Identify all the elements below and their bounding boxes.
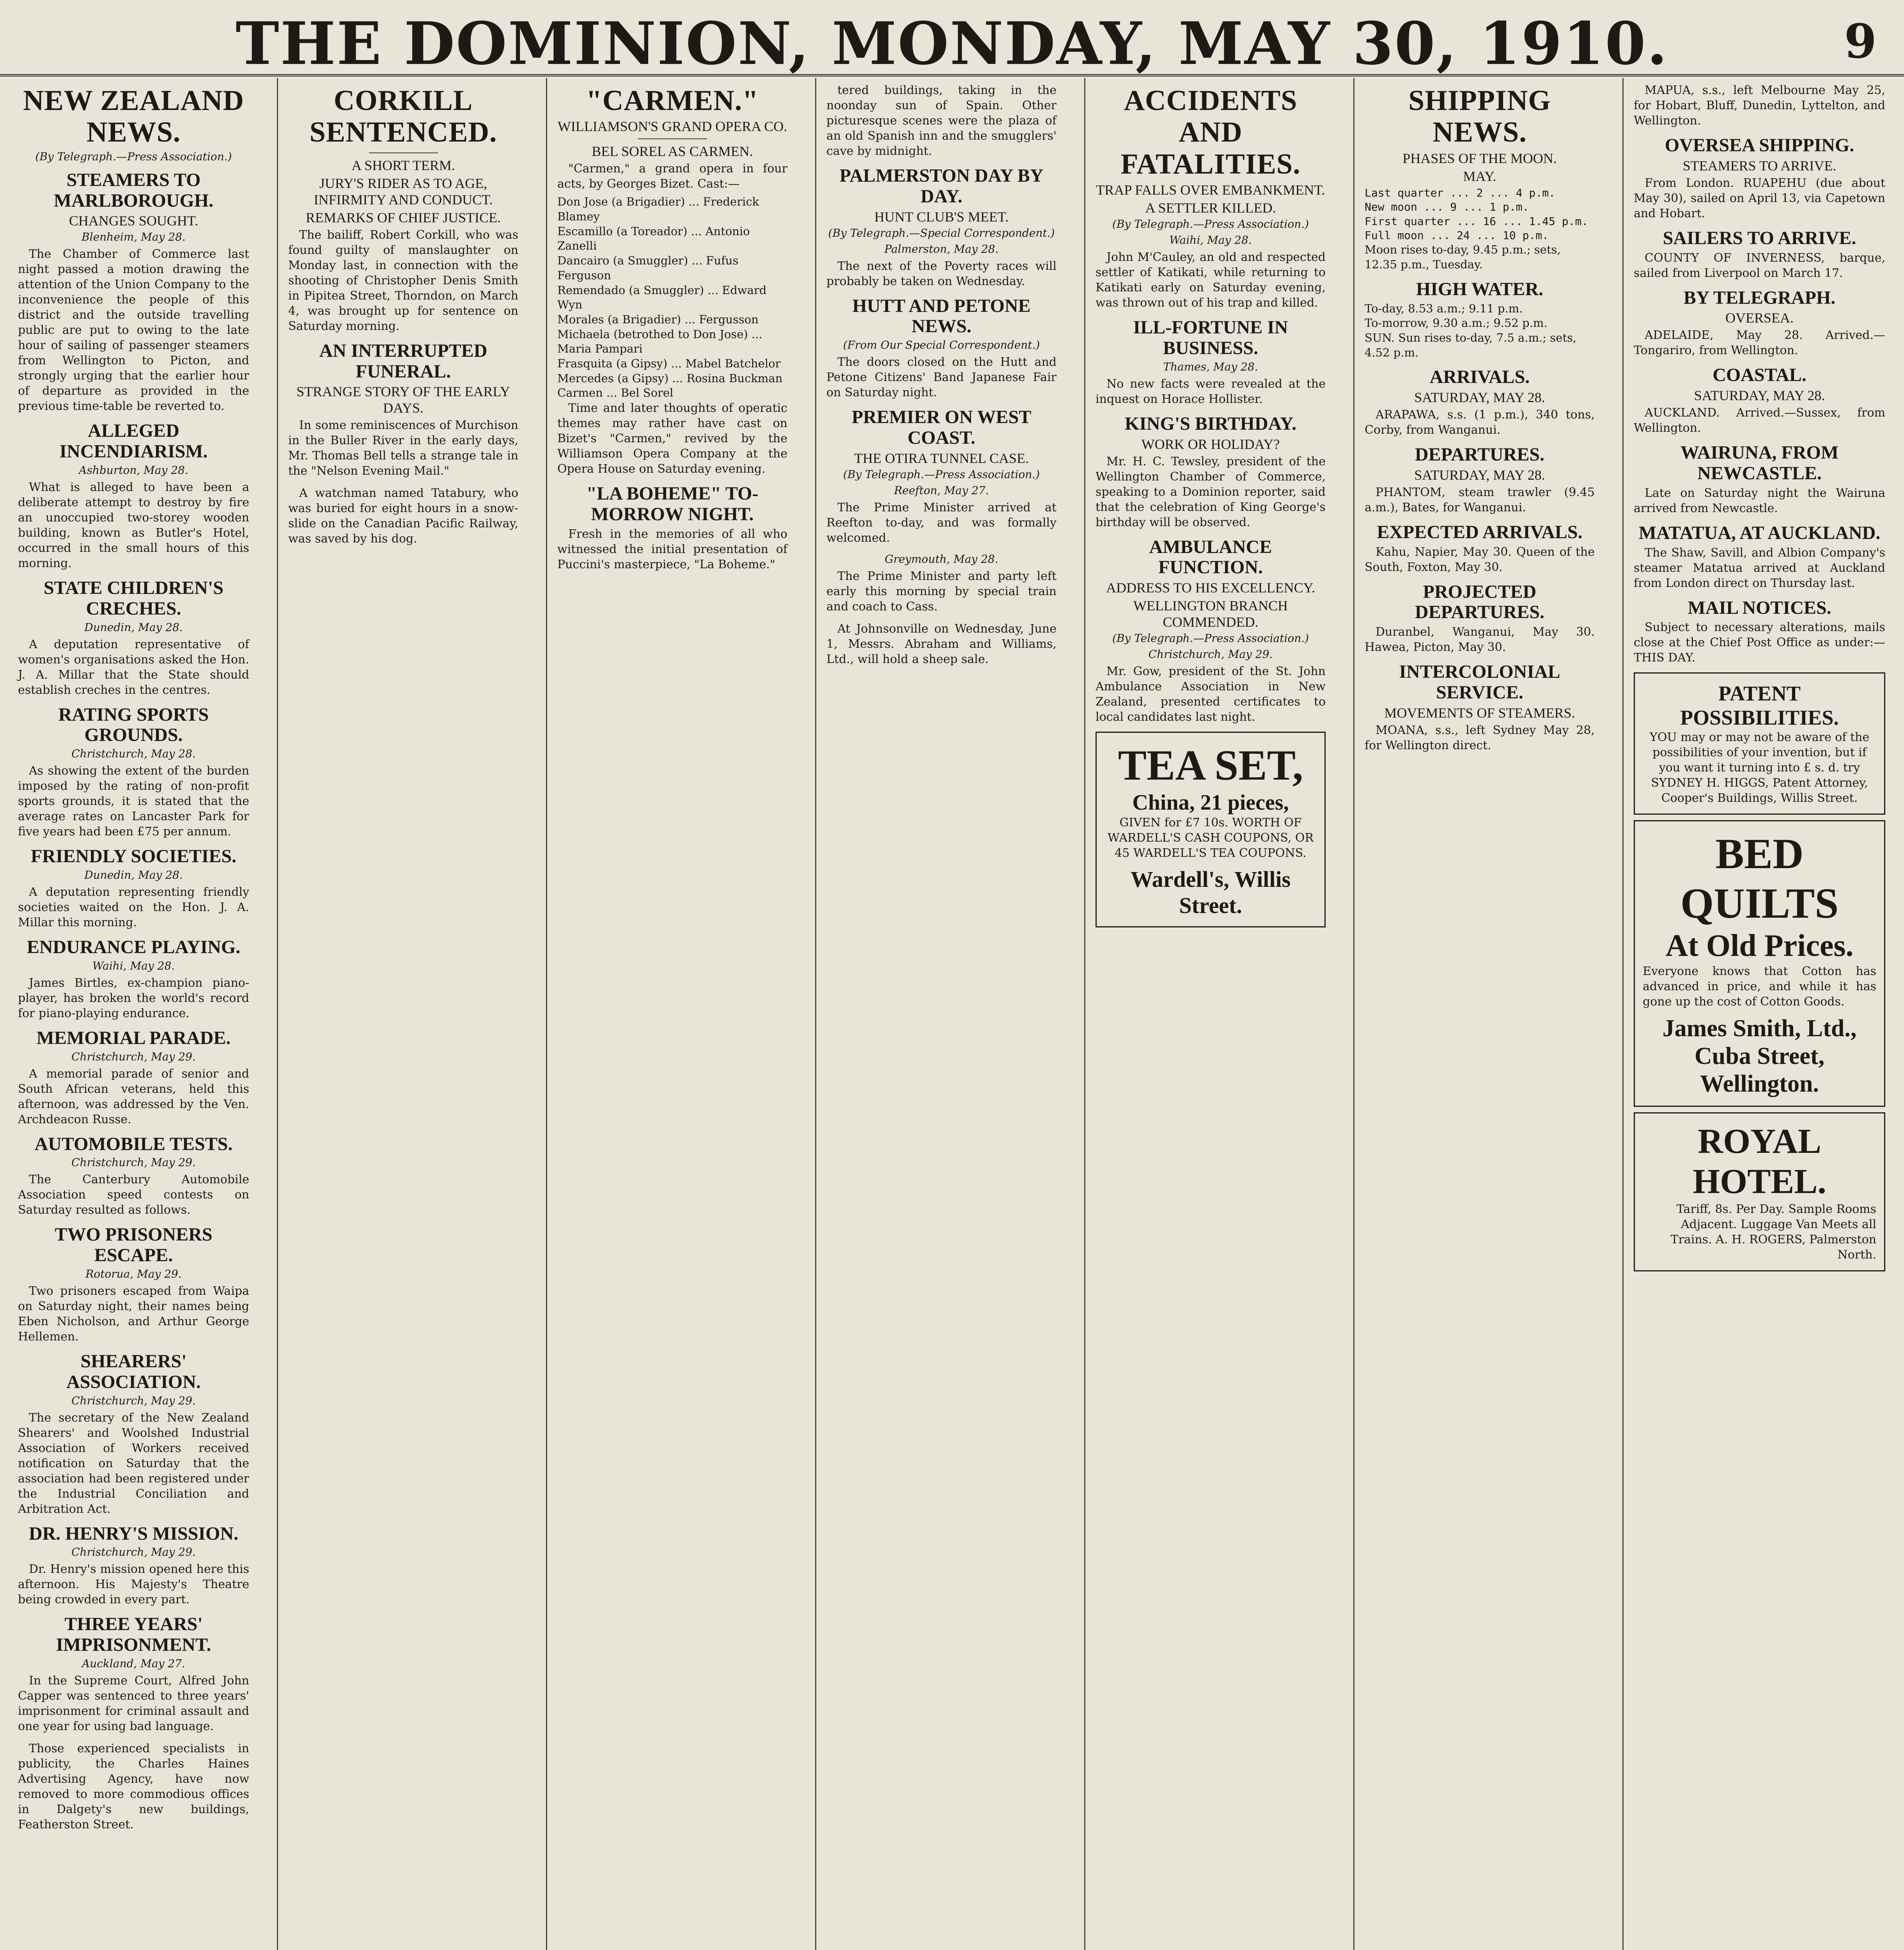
article-headline: WAIRUNA, FROM NEWCASTLE. bbox=[1680, 442, 1839, 484]
article-paragraph: Time and later thoughts of operatic themes may rather have cast on Bizet's "Carmen," revived by the Williamson Opera Company at the Opera House on Saturday evening. bbox=[557, 401, 787, 476]
article-paragraph: PHANTOM, steam trawler (9.45 a.m.), Bates, for Wanganui. bbox=[1365, 485, 1595, 514]
article bbox=[18, 1351, 249, 1517]
article-paragraph: What is alleged to have been a deliberate attempt to destroy by fire an unoccupied two-storey wooden building, known as Butler's Hotel, occurred in the small hours of this morning. bbox=[18, 480, 249, 570]
article-body bbox=[1634, 328, 1885, 358]
dateline: Waihi, May 28. bbox=[1169, 234, 1252, 247]
article-subhead: ADDRESS TO HIS EXCELLENCY. bbox=[1106, 580, 1315, 596]
divider bbox=[638, 138, 707, 139]
advertisement-royal-hotel bbox=[1634, 1112, 1885, 1271]
dateline: Christchurch, May 29. bbox=[71, 1394, 196, 1407]
article-headline: DEPARTURES. bbox=[1415, 444, 1545, 465]
article bbox=[288, 85, 518, 334]
article-paragraph: Duranbel, Wanganui, May 30. Hawea, Picton, May 30. bbox=[1365, 625, 1595, 654]
cast-line: Frasquita (a Gipsy) ... Mabel Batchelor bbox=[557, 356, 781, 370]
article-headline: BY TELEGRAPH. bbox=[1683, 287, 1836, 308]
credit-line: (By Telegraph.—Press Association.) bbox=[1112, 218, 1309, 231]
article bbox=[18, 1741, 249, 1832]
article-body bbox=[1634, 620, 1885, 665]
dateline: Dunedin, May 28. bbox=[84, 868, 183, 881]
cast-line: Escamillo (a Toreador) ... Antonio Zanelli bbox=[557, 224, 750, 253]
article-paragraph: No new facts were revealed at the inquest on Horace Hollister. bbox=[1096, 377, 1326, 406]
article bbox=[18, 1524, 249, 1608]
article-subhead: SATURDAY, MAY 28. bbox=[1694, 388, 1825, 404]
article-subhead: A SHORT TERM. bbox=[351, 157, 455, 173]
dateline: Christchurch, May 29. bbox=[71, 1546, 196, 1559]
article-subhead: SATURDAY, MAY 28. bbox=[1414, 467, 1545, 483]
moon-phase-line: Last quarter ... 2 ... 4 p.m. bbox=[1365, 186, 1555, 199]
article bbox=[1634, 365, 1885, 436]
article-body bbox=[1634, 405, 1885, 436]
article-body bbox=[18, 1673, 249, 1734]
ad-footer: Wardell's, Willis Street. bbox=[1130, 867, 1291, 918]
article bbox=[826, 296, 1057, 401]
article-paragraph: "Carmen," a grand opera in four acts, by Georges Bizet. Cast:— bbox=[557, 162, 787, 191]
article bbox=[1634, 443, 1885, 516]
article-subhead: REMARKS OF CHIEF JUSTICE. bbox=[305, 209, 501, 225]
article-headline: ALLEGED INCENDIARISM. bbox=[59, 420, 208, 462]
article-paragraph: MOANA, s.s., left Sydney May 28, for Wellington direct. bbox=[1365, 723, 1595, 752]
article-headline: "LA BOHEME" TO-MORROW NIGHT. bbox=[586, 483, 759, 525]
credit-line: (By Telegraph.—Press Association.) bbox=[843, 468, 1040, 481]
article-headline: THREE YEARS' IMPRISONMENT. bbox=[56, 1614, 211, 1656]
article-headline: EXPECTED ARRIVALS. bbox=[1377, 521, 1583, 542]
dateline: Rotorua, May 29. bbox=[85, 1267, 182, 1280]
article-paragraph: The bailiff, Robert Corkill, who was found guilty of manslaughter on Monday last, in connection with the shooting of Christopher Denis Smith in Pipitea Street, Thorndon, on March 4, was brought up for sentence on Saturday morning. bbox=[288, 228, 518, 333]
article-body bbox=[1096, 250, 1326, 310]
article-body bbox=[1634, 486, 1885, 516]
column-3 bbox=[546, 78, 798, 1950]
article-headline: PROJECTED DEPARTURES. bbox=[1415, 581, 1545, 623]
article-paragraph: In the Supreme Court, Alfred John Capper was sentenced to three years' imprisonment for criminal assault and one year for using bad language. bbox=[18, 1673, 249, 1733]
article-body bbox=[288, 486, 518, 546]
dateline: Christchurch, May 29. bbox=[71, 1156, 196, 1169]
ad-headline: BED QUILTS bbox=[1680, 830, 1839, 927]
ad-subhead: China, 21 pieces, bbox=[1132, 791, 1289, 815]
article-headline: ENDURANCE PLAYING. bbox=[27, 936, 241, 957]
article-subhead: MOVEMENTS OF STEAMERS. bbox=[1384, 705, 1575, 721]
article-headline: CORKILL SENTENCED. bbox=[309, 85, 497, 149]
article-subhead: CHANGES SOUGHT. bbox=[69, 213, 199, 229]
article bbox=[288, 486, 518, 546]
article-paragraph: James Birtles, ex-champion piano-player, has broken the world's record for piano-playing endurance. bbox=[18, 976, 249, 1020]
article-subhead: WELLINGTON BRANCH COMMENDED. bbox=[1133, 598, 1288, 630]
advertisement-tea-set bbox=[1096, 732, 1326, 927]
credit-line: (By Telegraph.—Press Association.) bbox=[35, 150, 232, 163]
article-subhead: A SETTLER KILLED. bbox=[1145, 200, 1276, 216]
article-subhead: THE OTIRA TUNNEL CASE. bbox=[854, 450, 1029, 466]
article bbox=[18, 705, 249, 840]
dateline: Reefton, May 27. bbox=[894, 484, 989, 497]
article-paragraph: Subject to necessary alterations, mails close at the Chief Post Office as under:— THIS DAY. bbox=[1634, 620, 1885, 665]
dateline: Palmerston, May 28. bbox=[884, 242, 999, 255]
credit-line: (By Telegraph.—Press Association.) bbox=[1112, 632, 1309, 645]
article-body bbox=[18, 763, 249, 839]
article bbox=[18, 846, 249, 930]
article-body bbox=[826, 83, 1057, 159]
article-body bbox=[1096, 664, 1326, 725]
article-headline: PALMERSTON DAY BY DAY. bbox=[839, 165, 1044, 207]
article-paragraph: Two prisoners escaped from Waipa on Saturday night, their names being Eben Nicholson, and Arthur George Hellemen. bbox=[18, 1284, 249, 1344]
column-7 bbox=[1622, 78, 1895, 1950]
article bbox=[1365, 662, 1595, 753]
article-paragraph: In some reminiscences of Murchison in the Buller River in the early days, Mr. Thomas Bell tells a strange tale in the "Nelson Evening Mail." bbox=[288, 418, 518, 478]
article-body bbox=[1365, 544, 1595, 575]
article-paragraph: Kahu, Napier, May 30. Queen of the South, Foxton, May 30. bbox=[1365, 545, 1595, 574]
dateline: Greymouth, May 28. bbox=[885, 552, 998, 566]
article-headline: "CARMEN." bbox=[586, 85, 759, 117]
article-headline: STEAMERS TO MARLBOROUGH. bbox=[53, 169, 214, 211]
moon-rise: Moon rises to-day, 9.45 p.m.; sets, 12.35 p.m., Tuesday. bbox=[1365, 243, 1561, 271]
ad-subhead: At Old Prices. bbox=[1665, 929, 1854, 963]
article-body bbox=[18, 1283, 249, 1344]
column-1 bbox=[8, 78, 259, 1950]
ad-headline: PATENT POSSIBILITIES. bbox=[1680, 682, 1839, 730]
article-headline: KING'S BIRTHDAY. bbox=[1124, 413, 1297, 434]
article-headline: AN INTERRUPTED FUNERAL. bbox=[319, 340, 488, 382]
article-headline: PREMIER ON WEST COAST. bbox=[851, 407, 1032, 448]
article-body bbox=[826, 259, 1057, 289]
article bbox=[826, 407, 1057, 546]
dateline: Christchurch, May 29. bbox=[1148, 648, 1273, 661]
article bbox=[18, 1028, 249, 1127]
article-body bbox=[18, 1741, 249, 1832]
article-headline: ILL-FORTUNE IN BUSINESS. bbox=[1133, 317, 1288, 358]
article-body bbox=[18, 885, 249, 930]
article-paragraph: The doors closed on the Hutt and Petone Citizens' Band Japanese Fair on Saturday night. bbox=[826, 355, 1057, 400]
article-body bbox=[1634, 250, 1885, 281]
article-headline: OVERSEA SHIPPING. bbox=[1665, 135, 1854, 156]
article-headline: ARRIVALS. bbox=[1429, 367, 1530, 388]
article-paragraph: The Canterbury Automobile Association speed contests on Saturday resulted as follows. bbox=[18, 1173, 249, 1217]
article bbox=[1365, 522, 1595, 575]
article-paragraph: AUCKLAND. Arrived.—Sussex, from Wellington. bbox=[1634, 406, 1885, 435]
article-headline: TWO PRISONERS ESCAPE. bbox=[55, 1224, 213, 1266]
article-paragraph: Late on Saturday night the Wairuna arrived from Newcastle. bbox=[1634, 486, 1885, 515]
moon-phase-line: First quarter ... 16 ... 1.45 p.m. bbox=[1365, 214, 1588, 228]
page-number: 9 bbox=[1844, 14, 1877, 69]
cast-line: Carmen ... Bel Sorel bbox=[557, 386, 674, 400]
article-headline: HIGH WATER. bbox=[1416, 278, 1544, 300]
article-subhead: STRANGE STORY OF THE EARLY DAYS. bbox=[296, 384, 510, 416]
advertisement-patent bbox=[1634, 672, 1885, 815]
dateline: Christchurch, May 28. bbox=[71, 747, 196, 760]
article-body bbox=[1634, 176, 1885, 221]
article-body bbox=[557, 401, 787, 477]
dateline: Auckland, May 27. bbox=[82, 1657, 185, 1670]
dateline: Thames, May 28. bbox=[1163, 360, 1258, 373]
article bbox=[18, 421, 249, 571]
article-body bbox=[557, 161, 787, 191]
article-subhead: HUNT CLUB'S MEET. bbox=[874, 209, 1009, 225]
cast-line: Michaela (betrothed to Don Jose) ... Maria Pampari bbox=[557, 327, 762, 356]
article-paragraph: Those experienced specialists in publicity, the Charles Haines Advertising Agency, have now removed to more commodious offices in Dalgety's new buildings, Featherston Street. bbox=[18, 1741, 249, 1831]
article bbox=[18, 937, 249, 1021]
article-headline: SHEARERS' ASSOCIATION. bbox=[66, 1351, 201, 1392]
article-paragraph: John M'Cauley, an old and respected settler of Katikati, while returning to Katikati early on Saturday evening, was thrown out of his trap and killed. bbox=[1096, 250, 1326, 310]
article bbox=[1365, 582, 1595, 655]
tide-line: To-day, 8.53 a.m.; 9.11 p.m. bbox=[1365, 301, 1523, 315]
ad-headline: ROYAL HOTEL. bbox=[1693, 1122, 1826, 1201]
masthead-title: THE DOMINION, MONDAY, MAY 30, 1910. bbox=[236, 9, 1668, 78]
article-headline: AUTOMOBILE TESTS. bbox=[34, 1133, 233, 1154]
cast-line: Dancairo (a Smuggler) ... Fufus Ferguson bbox=[557, 254, 739, 282]
article-paragraph: Mr. H. C. Tewsley, president of the Wellington Chamber of Commerce, speaking to a Dominion reporter, said that the celebration of King George's birthday will be observed. bbox=[1096, 454, 1326, 529]
article-body bbox=[1096, 454, 1326, 530]
article bbox=[1634, 288, 1885, 358]
article-paragraph: A watchman named Tatabury, who was buried for eight hours in a snow-slide on the Canadian Pacific Railway, was saved by his dog. bbox=[288, 486, 518, 546]
article bbox=[826, 166, 1057, 289]
ad-body: Everyone knows that Cotton has advanced in price, and while it has gone up the cost of Cotton Goods. bbox=[1643, 964, 1876, 1009]
article-paragraph: ADELAIDE, May 28. Arrived.—Tongariro, from Wellington. bbox=[1634, 328, 1885, 358]
cast-list bbox=[557, 195, 787, 401]
column-4 bbox=[815, 78, 1067, 1950]
article-headline: MATATUA, AT AUCKLAND. bbox=[1638, 522, 1881, 543]
article-body bbox=[1365, 485, 1595, 515]
credit-line: (From Our Special Correspondent.) bbox=[843, 339, 1040, 352]
article-paragraph: Dr. Henry's mission opened here this afternoon. His Majesty's Theatre being crowded in every part. bbox=[18, 1562, 249, 1607]
article-headline: ACCIDENTS AND FATALITIES. bbox=[1120, 85, 1301, 180]
article-paragraph: A memorial parade of senior and South African veterans, held this afternoon, was addressed by the Ven. Archdeacon Russe. bbox=[18, 1067, 249, 1126]
article-headline: HUTT AND PETONE NEWS. bbox=[852, 295, 1031, 337]
article-subhead: WILLIAMSON'S GRAND OPERA CO. bbox=[557, 119, 787, 135]
article-body bbox=[1365, 624, 1595, 655]
cast-line: Remendado (a Smuggler) ... Edward Wyn bbox=[557, 283, 767, 312]
section-header bbox=[18, 85, 249, 163]
article-paragraph: At Johnsonville on Wednesday, June 1, Messrs. Abraham and Williams, Ltd., will hold a sheep sale. bbox=[826, 622, 1057, 666]
article-headline: MEMORIAL PARADE. bbox=[36, 1027, 231, 1048]
article-paragraph: From London. RUAPEHU (due about May 30), sailed on April 13, via Capetown and Hobart. bbox=[1634, 176, 1885, 220]
article bbox=[1096, 414, 1326, 530]
article-body bbox=[288, 418, 518, 479]
article-headline: AMBULANCE FUNCTION. bbox=[1149, 536, 1272, 578]
article-headline: RATING SPORTS GROUNDS. bbox=[58, 704, 209, 746]
article-body bbox=[18, 246, 249, 414]
advertisement-bed-quilts bbox=[1634, 820, 1885, 1107]
ad-headline: TEA SET, bbox=[1118, 741, 1303, 789]
article bbox=[826, 83, 1057, 159]
article bbox=[18, 1614, 249, 1734]
article-paragraph: ARAPAWA, s.s. (1 p.m.), 340 tons, Corby, from Wanganui. bbox=[1365, 408, 1595, 437]
article-headline: COASTAL. bbox=[1713, 365, 1806, 386]
column-6 bbox=[1353, 78, 1605, 1950]
credit-line: (By Telegraph.—Special Correspondent.) bbox=[828, 226, 1055, 239]
article-body bbox=[826, 500, 1057, 546]
article-body bbox=[1365, 407, 1595, 438]
article-body bbox=[18, 1562, 249, 1607]
article-paragraph: The Prime Minister and party left early this morning by special train and coach to Cass. bbox=[826, 569, 1057, 613]
article-headline: FRIENDLY SOCIETIES. bbox=[30, 846, 237, 867]
ad-body: GIVEN for £7 10s. WORTH OF WARDELL'S CASH COUPONS, OR 45 WARDELL'S TEA COUPONS. bbox=[1107, 816, 1314, 860]
article-body bbox=[826, 621, 1057, 667]
article bbox=[1634, 83, 1885, 128]
shipping-header bbox=[1365, 85, 1595, 272]
article bbox=[1634, 598, 1885, 666]
article-body bbox=[18, 1172, 249, 1218]
article-paragraph: A deputation representing friendly societies waited on the Hon. J. A. Millar this morning. bbox=[18, 885, 249, 929]
article-subhead: JURY'S RIDER AS TO AGE, INFIRMITY AND CONDUCT. bbox=[314, 175, 493, 207]
article-paragraph: A deputation representative of women's organisations asked the Hon. J. A. Millar that the State should establish creches in the centres. bbox=[18, 637, 249, 697]
article-body bbox=[1634, 83, 1885, 128]
article-subhead: STEAMERS TO ARRIVE. bbox=[1682, 158, 1837, 174]
article-body bbox=[1634, 545, 1885, 591]
article-paragraph: The Shaw, Savill, and Albion Company's steamer Matatua arrived at Auckland from London direct on Thursday last. bbox=[1634, 546, 1885, 590]
article-paragraph: The secretary of the New Zealand Shearers' and Woolshed Industrial Association of Workers received notification on Saturday that the association had been registered under the Industrial Conciliation and Arbitration Act. bbox=[18, 1411, 249, 1516]
article-headline: SAILERS TO ARRIVE. bbox=[1663, 227, 1856, 248]
ad-footer: James Smith, Ltd., Cuba Street, Wellington. bbox=[1662, 1015, 1857, 1097]
article-subhead: SATURDAY, MAY 28. bbox=[1414, 390, 1545, 406]
article-body bbox=[18, 975, 249, 1021]
article-subhead: BEL SOREL AS CARMEN. bbox=[592, 144, 753, 160]
article-headline: DR. HENRY'S MISSION. bbox=[28, 1523, 239, 1544]
article bbox=[1634, 523, 1885, 591]
sun-line: SUN. Sun rises to-day, 7.5 a.m.; sets, 4.52 p.m. bbox=[1365, 331, 1577, 359]
article-subhead: TRAP FALLS OVER EMBANKMENT. bbox=[1096, 182, 1325, 198]
dateline: Blenheim, May 28. bbox=[82, 230, 186, 244]
ad-body: Tariff, 8s. Per Day. Sample Rooms Adjacent. Luggage Van Meets all Trains. A. H. ROGERS, Palmerston North. bbox=[1670, 1202, 1876, 1262]
article bbox=[826, 621, 1057, 667]
article bbox=[1096, 85, 1326, 310]
article-body bbox=[557, 526, 787, 572]
divider bbox=[369, 152, 438, 153]
article-body bbox=[18, 480, 249, 571]
article-body bbox=[826, 355, 1057, 400]
article bbox=[1634, 135, 1885, 221]
article-headline: MAIL NOTICES. bbox=[1688, 597, 1831, 618]
article-subhead: PHASES OF THE MOON. bbox=[1402, 150, 1557, 166]
article-body bbox=[18, 1410, 249, 1517]
article-paragraph: The next of the Poverty races will probably be taken on Wednesday. bbox=[826, 259, 1057, 288]
article-headline: INTERCOLONIAL SERVICE. bbox=[1399, 661, 1560, 703]
cast-line: Morales (a Brigadier) ... Fergusson bbox=[557, 312, 759, 326]
masthead bbox=[0, 0, 1904, 76]
article bbox=[826, 553, 1057, 614]
dateline: Christchurch, May 29. bbox=[71, 1050, 196, 1063]
column-2 bbox=[277, 78, 528, 1950]
article-body bbox=[18, 637, 249, 698]
dateline: Waihi, May 28. bbox=[92, 959, 175, 972]
moon-phase-line: Full moon ... 24 ... 10 p.m. bbox=[1365, 229, 1549, 242]
article bbox=[557, 484, 787, 572]
section-title: NEW ZEALAND NEWS. bbox=[23, 85, 244, 149]
article-paragraph: COUNTY OF INVERNESS, barque, sailed from Liverpool on March 17. bbox=[1634, 251, 1885, 280]
cast-line: Mercedes (a Gipsy) ... Rosina Buckman bbox=[557, 371, 783, 385]
article-subhead: MAY. bbox=[1463, 168, 1496, 184]
article-paragraph: The Chamber of Commerce last night passed a motion drawing the attention of the Union Company to the inconvenience the people of this district and the outside travelling public are put to owing to the late hour of sailing of passenger steamers from Wellington to Picton, and strongly urging that the earlier hour of departure as provided in the previous time-table be reverted to. bbox=[18, 247, 249, 413]
article bbox=[18, 578, 249, 698]
article-subhead: WORK OR HOLIDAY? bbox=[1141, 436, 1280, 452]
article bbox=[1365, 279, 1595, 360]
article-headline: STATE CHILDREN'S CRECHES. bbox=[43, 577, 223, 619]
article-paragraph: Mr. Gow, president of the St. John Ambulance Association in New Zealand, presented certificates to local candidates last night. bbox=[1096, 665, 1326, 724]
article-body bbox=[18, 1066, 249, 1127]
section-title: SHIPPING NEWS. bbox=[1408, 85, 1551, 149]
article bbox=[288, 341, 518, 479]
article-paragraph: MAPUA, s.s., left Melbourne May 25, for Hobart, Bluff, Dunedin, Lyttelton, and Wellington. bbox=[1634, 83, 1885, 128]
article bbox=[1096, 537, 1326, 725]
article-body bbox=[288, 227, 518, 334]
article bbox=[1365, 367, 1595, 438]
cast-line: Don Jose (a Brigadier) ... Frederick Blamey bbox=[557, 195, 759, 223]
ad-body: YOU may or may not be aware of the possibilities of your invention, but if you want it turning into £ s. d. try SYDNEY H. HIGGS, Patent Attorney, Cooper's Buildings, Willis Street. bbox=[1649, 730, 1870, 805]
article bbox=[1634, 228, 1885, 281]
article bbox=[18, 1134, 249, 1218]
tide-line: To-morrow, 9.30 a.m.; 9.52 p.m. bbox=[1365, 316, 1548, 330]
moon-phase-line: New moon ... 9 ... 1 p.m. bbox=[1365, 200, 1529, 214]
article-paragraph: The Prime Minister arrived at Reefton to-day, and was formally welcomed. bbox=[826, 500, 1057, 545]
column-5 bbox=[1084, 78, 1336, 1950]
article-body bbox=[1365, 723, 1595, 753]
article-paragraph: Fresh in the memories of all who witnessed the initial presentation of Puccini's masterpiece, "La Boheme." bbox=[557, 527, 787, 571]
dateline: Ashburton, May 28. bbox=[79, 463, 188, 477]
article bbox=[1096, 317, 1326, 407]
article bbox=[1365, 445, 1595, 515]
article-body bbox=[1096, 376, 1326, 407]
article bbox=[18, 170, 249, 414]
article bbox=[557, 85, 787, 477]
article bbox=[18, 1225, 249, 1344]
article-paragraph: As showing the extent of the burden imposed by the rating of non-profit sports grounds, it is stated that the average rates on Lancaster Park for five years had been £75 per annum. bbox=[18, 764, 249, 839]
dateline: Dunedin, May 28. bbox=[84, 620, 183, 634]
article-body bbox=[826, 569, 1057, 614]
article-subhead: OVERSEA. bbox=[1725, 310, 1794, 326]
article-paragraph: tered buildings, taking in the noonday sun of Spain. Other picturesque scenes were the plaza of an old Spanish inn and the smugglers' cave by midnight. bbox=[826, 83, 1057, 158]
